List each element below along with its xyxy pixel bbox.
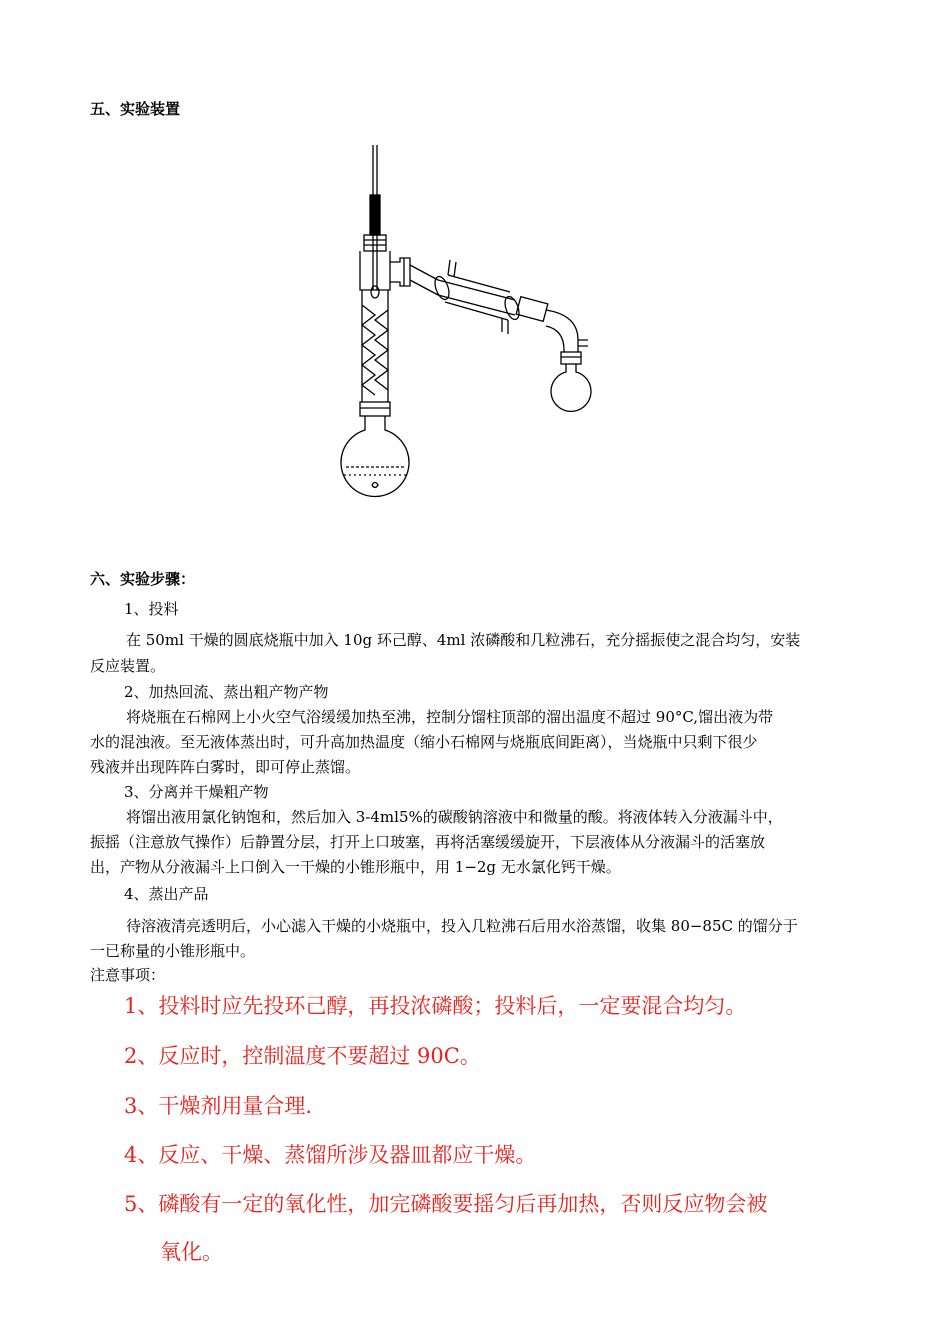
note-item-5-continued: 氧化。 [160, 1240, 223, 1264]
step-3-line-1: 将馏出液用氯化钠饱和，然后加入 3-4ml5%的碳酸钠溶液中和微量的酸。将液体转入分液漏斗中， [126, 808, 783, 826]
step-4-line-1: 待溶液清亮透明后，小心滤入干燥的小烧瓶中，投入几粒沸石后用水浴蒸馏，收集 80−85C 的馏分于 [126, 917, 798, 935]
step-4-heading: 4、蒸出产品 [124, 885, 209, 903]
step-1-heading: 1、投料 [124, 600, 179, 618]
note-item-2: 2、反应时，控制温度不要超过 90C。 [124, 1044, 481, 1068]
step-2-line-3: 残液并出现阵阵白雾时，即可停止蒸馏。 [90, 758, 361, 776]
step-3-heading: 3、分离并干燥粗产物 [124, 783, 269, 801]
note-item-5: 5、磷酸有一定的氧化性，加完磷酸要摇匀后再加热，否则反应物会被 [124, 1192, 768, 1216]
section-5-title: 五、实验装置 [90, 100, 181, 118]
step-1-line-1: 在 50ml 干燥的圆底烧瓶中加入 10g 环己醇、4ml 浓磷酸和几粒沸石，充分摇振使之混合均匀，安装 [126, 631, 801, 649]
step-1-line-2: 反应装置。 [90, 657, 166, 675]
section-6-title: 六、实验步骤： [90, 570, 196, 588]
step-4-line-2: 一已称量的小锥形瓶中。 [90, 942, 256, 960]
notes-label: 注意事项： [90, 966, 166, 984]
note-item-4: 4、反应、干燥、蒸馏所涉及器皿都应干燥。 [124, 1143, 537, 1167]
step-2-line-1: 将烧瓶在石棉网上小火空气浴缓缓加热至沸，控制分馏柱顶部的溜出温度不超过 90°C,馏出液为带 [126, 708, 774, 726]
step-2-heading: 2、加热回流、蒸出粗产物产物 [124, 683, 329, 701]
note-item-3: 3、干燥剂用量合理. [124, 1094, 313, 1118]
note-item-1: 1、投料时应先投环己醇，再投浓磷酸；投料后，一定要混合均匀。 [124, 994, 747, 1018]
step-2-line-2: 水的混浊液。至无液体蒸出时，可升高加热温度（缩小石棉网与烧瓶底间距离），当烧瓶中只剩下很少 [90, 733, 758, 751]
step-3-line-3: 出，产物从分液漏斗上口倒入一干燥的小锥形瓶中，用 1−2g 无水氯化钙干燥。 [90, 858, 621, 876]
step-3-line-2: 振摇（注意放气操作）后静置分层，打开上口玻塞，再将活塞缓缓旋开，下层液体从分液漏斗的活塞放 [90, 833, 766, 851]
distillation-apparatus-diagram [320, 140, 620, 510]
